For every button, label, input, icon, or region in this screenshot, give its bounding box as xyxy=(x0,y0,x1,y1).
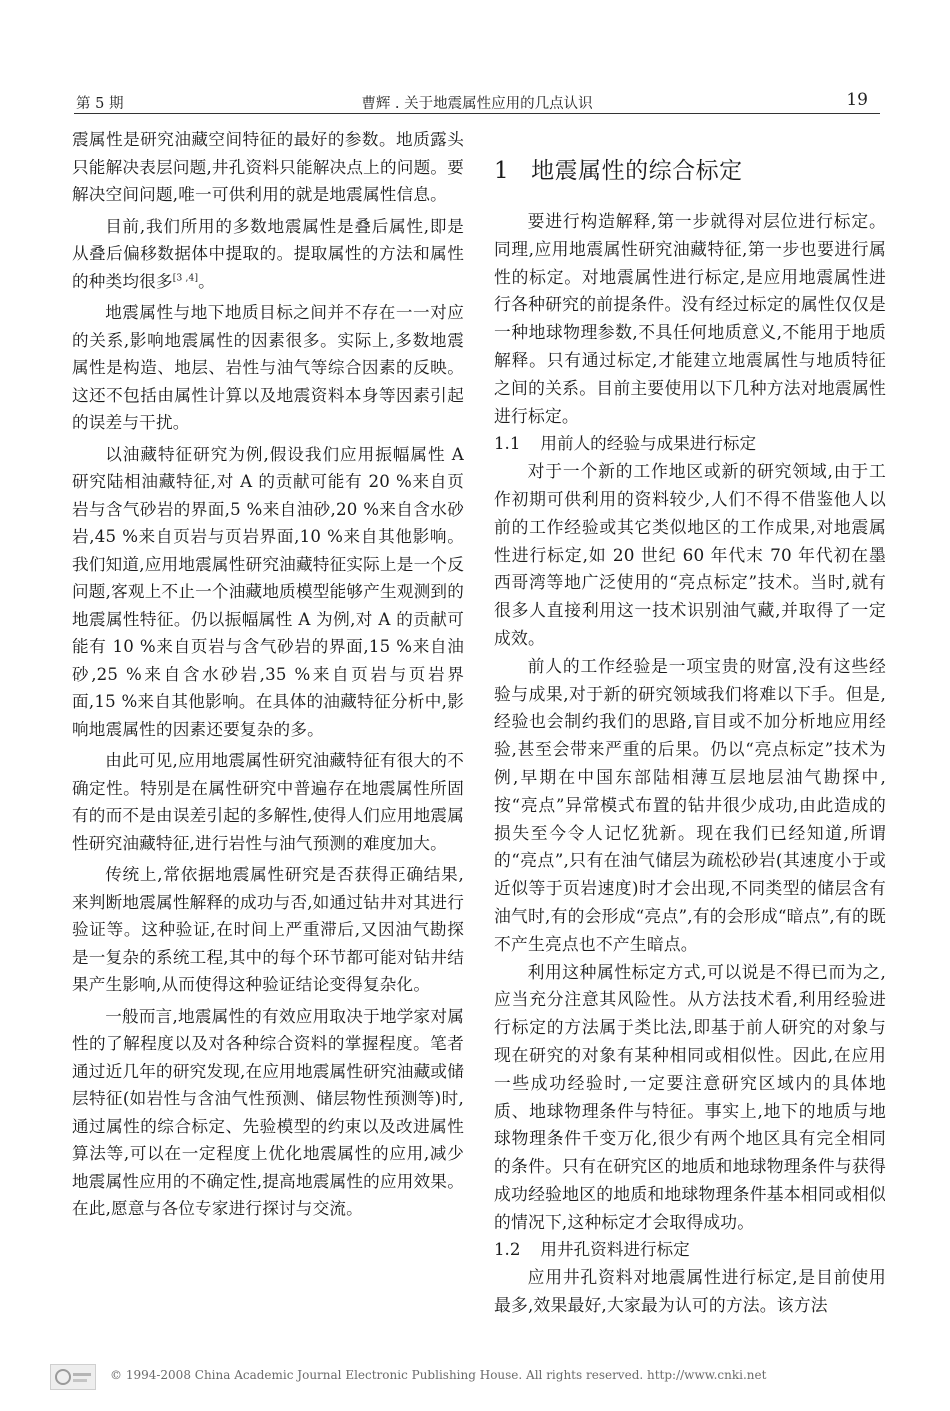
subsection-title: 用井孔资料进行标定 xyxy=(540,1240,690,1260)
header-rule xyxy=(74,113,880,114)
subsection-heading xyxy=(494,1236,886,1264)
section-heading xyxy=(494,154,886,188)
subsection-number: 1.2 xyxy=(494,1240,521,1260)
left-column xyxy=(72,126,464,1223)
running-header xyxy=(74,88,880,116)
paragraph: 前人的工作经验是一项宝贵的财富,没有这些经验与成果,对于新的研究领域我们将难以下手。但是,经验也会制约我们的思路,盲目或不加分析地应用经验,甚至会带来严重的后果。仍以“亮点标定”技术为例,早期在中国东部陆相薄互层地层油气勘探中,按“亮点”异常模式布置的钻井很少成功,由此造成的损失至今令人记忆犹新。现在我们已经知道,所谓的“亮点”,只有在油气储层为疏松砂岩(其速度小于或近似等于页岩速度)时才会出现,不同类型的储层含有油气时,有的会形成“亮点”,有的会形成“暗点”,有的既不产生亮点也不产生暗点。 xyxy=(494,655,886,954)
footer xyxy=(50,1362,900,1392)
paragraph: 由此可见,应用地震属性研究油藏特征有很大的不确定性。特别是在属性研究中普遍存在地震属性所固有的而不是由误差引起的多解性,使得人们应用地震属性研究油藏特征,进行岩性与油气预测的难度加大。 xyxy=(72,751,464,853)
paragraph: 传统上,常依据地震属性研究是否获得正确结果,来判断地震属性解释的成功与否,如通过钻井对其进行验证等。这种验证,在时间上严重滞后,又因油气勘探是一复杂的系统工程,其中的每个环节都可能对钻井结果产生影响,从而使得这种验证结论变得复杂化。 xyxy=(72,865,464,994)
paragraph: 一般而言,地震属性的有效应用取决于地学家对属性的了解程度以及对各种综合资料的掌握程度。笔者通过近几年的研究发现,在应用地震属性研究油藏或储层特征(如岩性与含油气性预测、储层物性预测等)时,通过属性的综合标定、先验模型的约束以及改进属性算法等,可以在一定程度上优化地震属性的应用,减少地震属性应用的不确定性,提高地震属性的应用效果。在此,愿意与各位专家进行探讨与交流。 xyxy=(72,1006,464,1218)
paragraph: 对于一个新的工作地区或新的研究领域,由于工作初期可供利用的资料较少,人们不得不借鉴他人以前的工作经验或其它类似地区的工作成果,对地震属性进行标定,如 20 世纪 60 年代末 70 年代初在墨西哥湾等地广泛使用的“亮点标定”技术。当时,就有很多人直接利用这一技术识别油气藏,并取得了一定成效。 xyxy=(494,461,886,648)
paragraph xyxy=(72,213,464,296)
running-title: 曹辉 . 关于地震属性应用的几点认识 xyxy=(361,96,593,112)
page-number: 19 xyxy=(846,90,868,110)
paragraph: 震属性是研究油藏空间特征的最好的参数。地质露头只能解决表层问题,井孔资料只能解决点上的问题。要解决空间问题,唯一可供利用的就是地震属性信息。 xyxy=(72,130,464,204)
subsection-heading xyxy=(494,430,886,458)
copyright-text: © 1994-2008 China Academic Journal Electronic Publishing House. All rights reserved. http://www.cnki.net xyxy=(110,1368,767,1382)
paragraph: 应用井孔资料对地震属性进行标定,是目前使用最多,效果最好,大家最为认可的方法。该方法 xyxy=(494,1267,886,1316)
citation: [3 ,4] xyxy=(172,272,199,283)
paragraph: 以油藏特征研究为例,假设我们应用振幅属性 A 研究陆相油藏特征,对 A 的贡献可能有 20 %来自页岩与含气砂岩的界面,5 %来自油砂,20 %来自含水砂岩,45 %来自页岩与页岩界面,10 %来自其他影响。我们知道,应用地震属性研究油藏特征实际上是一个反问题,客观上不止一个油藏地质模型能够产生观测到的地震属性特征。仍以振幅属性 A 为例,对 A 的贡献可能有 10 %来自页岩与含气砂岩的界面,15 %来自油砂,25 %来自含水砂岩,35 %来自页岩与页岩界面,15 %来自其他影响。在具体的油藏特征分析中,影响地震属性的因素还要复杂的多。 xyxy=(72,444,464,739)
subsection-number: 1.1 xyxy=(494,434,521,454)
paragraph-text: 目前,我们所用的多数地震属性是叠后属性,即是从叠后偏移数据体中提取的。提取属性的方法和属性的种类均很多 xyxy=(72,216,464,291)
issue-label: 第 5 期 xyxy=(76,96,124,112)
section-number: 1 xyxy=(494,158,510,184)
subsection-title: 用前人的经验与成果进行标定 xyxy=(540,434,757,454)
paragraph-end: 。 xyxy=(198,271,215,291)
paragraph: 利用这种属性标定方式,可以说是不得已而为之,应当充分注意其风险性。从方法技术看,利用经验进行标定的方法属于类比法,即基于前人研究的对象与现在研究的对象有某种相同或相似性。因此,在应用一些成功经验时,一定要注意研究区域内的具体地质、地球物理条件与特征。事实上,地下的地质与地球物理条件千变万化,很少有两个地区具有完全相同的条件。只有在研究区的地质和地球物理条件与获得成功经验地区的地质和地球物理条件基本相同或相似的情况下,这种标定才会取得成功。 xyxy=(494,961,886,1232)
cnki-logo-icon xyxy=(50,1364,96,1390)
right-column xyxy=(494,126,886,1320)
paragraph: 要进行构造解释,第一步就得对层位进行标定。同理,应用地震属性研究油藏特征,第一步也要进行属性的标定。对地震属性进行标定,是应用地震属性进行各种研究的前提条件。没有经过标定的属性仅仅是一种地球物理参数,不具任何地质意义,不能用于地质解释。只有通过标定,才能建立地震属性与地质特征之间的关系。目前主要使用以下几种方法对地震属性进行标定。 xyxy=(494,211,886,426)
section-title: 地震属性的综合标定 xyxy=(531,158,743,184)
paragraph: 地震属性与地下地质目标之间并不存在一一对应的关系,影响地震属性的因素很多。实际上,多数地震属性是构造、地层、岩性与油气等综合因素的反映。这还不包括由属性计算以及地震资料本身等因素引起的误差与干扰。 xyxy=(72,303,464,432)
